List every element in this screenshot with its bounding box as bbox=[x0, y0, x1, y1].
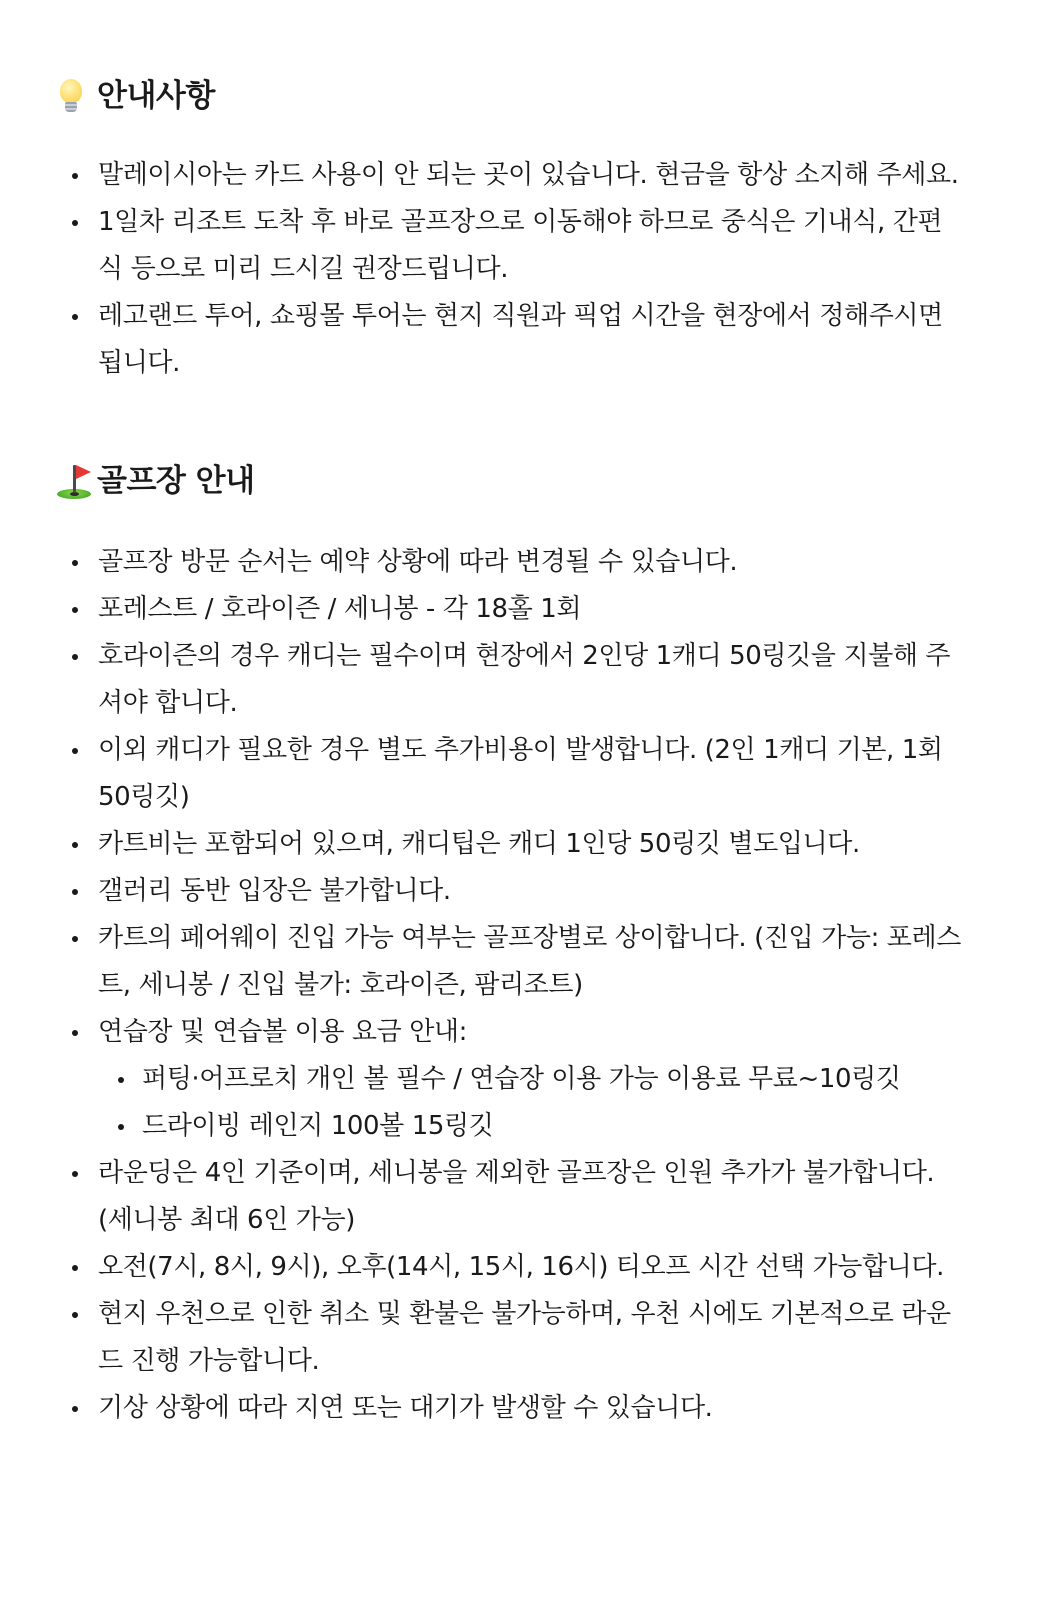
notice-heading bbox=[55, 70, 963, 122]
list-item: 레고랜드 투어, 쇼핑몰 투어는 현지 직원과 픽업 시간을 현장에서 정해주시면 됩니다. bbox=[98, 293, 963, 387]
practice-fee-label: 연습장 및 연습볼 이용 요금 안내: bbox=[98, 1017, 467, 1047]
notice-list bbox=[55, 152, 963, 387]
golf-section bbox=[55, 455, 963, 1432]
list-item: 라운딩은 4인 기준이며, 세니봉을 제외한 골프장은 인원 추가가 불가합니다. (세니봉 최대 6인 가능) bbox=[98, 1150, 963, 1244]
practice-fee-item bbox=[98, 1009, 963, 1150]
golf-list bbox=[55, 539, 963, 1432]
sub-list-item: 드라이빙 레인지 100볼 15링깃 bbox=[142, 1103, 963, 1150]
notice-section bbox=[55, 70, 963, 387]
notice-title: 안내사항 bbox=[97, 78, 215, 114]
lightbulb-icon bbox=[55, 76, 93, 116]
golf-title: 골프장 안내 bbox=[97, 463, 255, 499]
list-item: 갤러리 동반 입장은 불가합니다. bbox=[98, 868, 963, 915]
list-item: 이외 캐디가 필요한 경우 별도 추가비용이 발생합니다. (2인 1캐디 기본, 1회 50링깃) bbox=[98, 727, 963, 821]
list-item: 기상 상황에 따라 지연 또는 대기가 발생할 수 있습니다. bbox=[98, 1385, 963, 1432]
list-item: 카트의 페어웨이 진입 가능 여부는 골프장별로 상이합니다. (진입 가능: 포레스트, 세니봉 / 진입 불가: 호라이즌, 팜리조트) bbox=[98, 915, 963, 1009]
golf-flag-icon bbox=[55, 461, 93, 501]
list-item: 현지 우천으로 인한 취소 및 환불은 불가능하며, 우천 시에도 기본적으로 라운드 진행 가능합니다. bbox=[98, 1291, 963, 1385]
sub-list-item: 퍼팅·어프로치 개인 볼 필수 / 연습장 이용 가능 이용료 무료~10링깃 bbox=[142, 1056, 963, 1103]
list-item: 카트비는 포함되어 있으며, 캐디팁은 캐디 1인당 50링깃 별도입니다. bbox=[98, 821, 963, 868]
list-item: 포레스트 / 호라이즌 / 세니봉 - 각 18홀 1회 bbox=[98, 586, 963, 633]
list-item: 오전(7시, 8시, 9시), 오후(14시, 15시, 16시) 티오프 시간 선택 가능합니다. bbox=[98, 1244, 963, 1291]
golf-heading bbox=[55, 455, 963, 507]
practice-fee-sublist bbox=[98, 1056, 963, 1150]
list-item: 호라이즌의 경우 캐디는 필수이며 현장에서 2인당 1캐디 50링깃을 지불해 주셔야 합니다. bbox=[98, 633, 963, 727]
list-item: 1일차 리조트 도착 후 바로 골프장으로 이동해야 하므로 중식은 기내식, 간편식 등으로 미리 드시길 권장드립니다. bbox=[98, 199, 963, 293]
list-item: 골프장 방문 순서는 예약 상황에 따라 변경될 수 있습니다. bbox=[98, 539, 963, 586]
list-item: 말레이시아는 카드 사용이 안 되는 곳이 있습니다. 현금을 항상 소지해 주세요. bbox=[98, 152, 963, 199]
